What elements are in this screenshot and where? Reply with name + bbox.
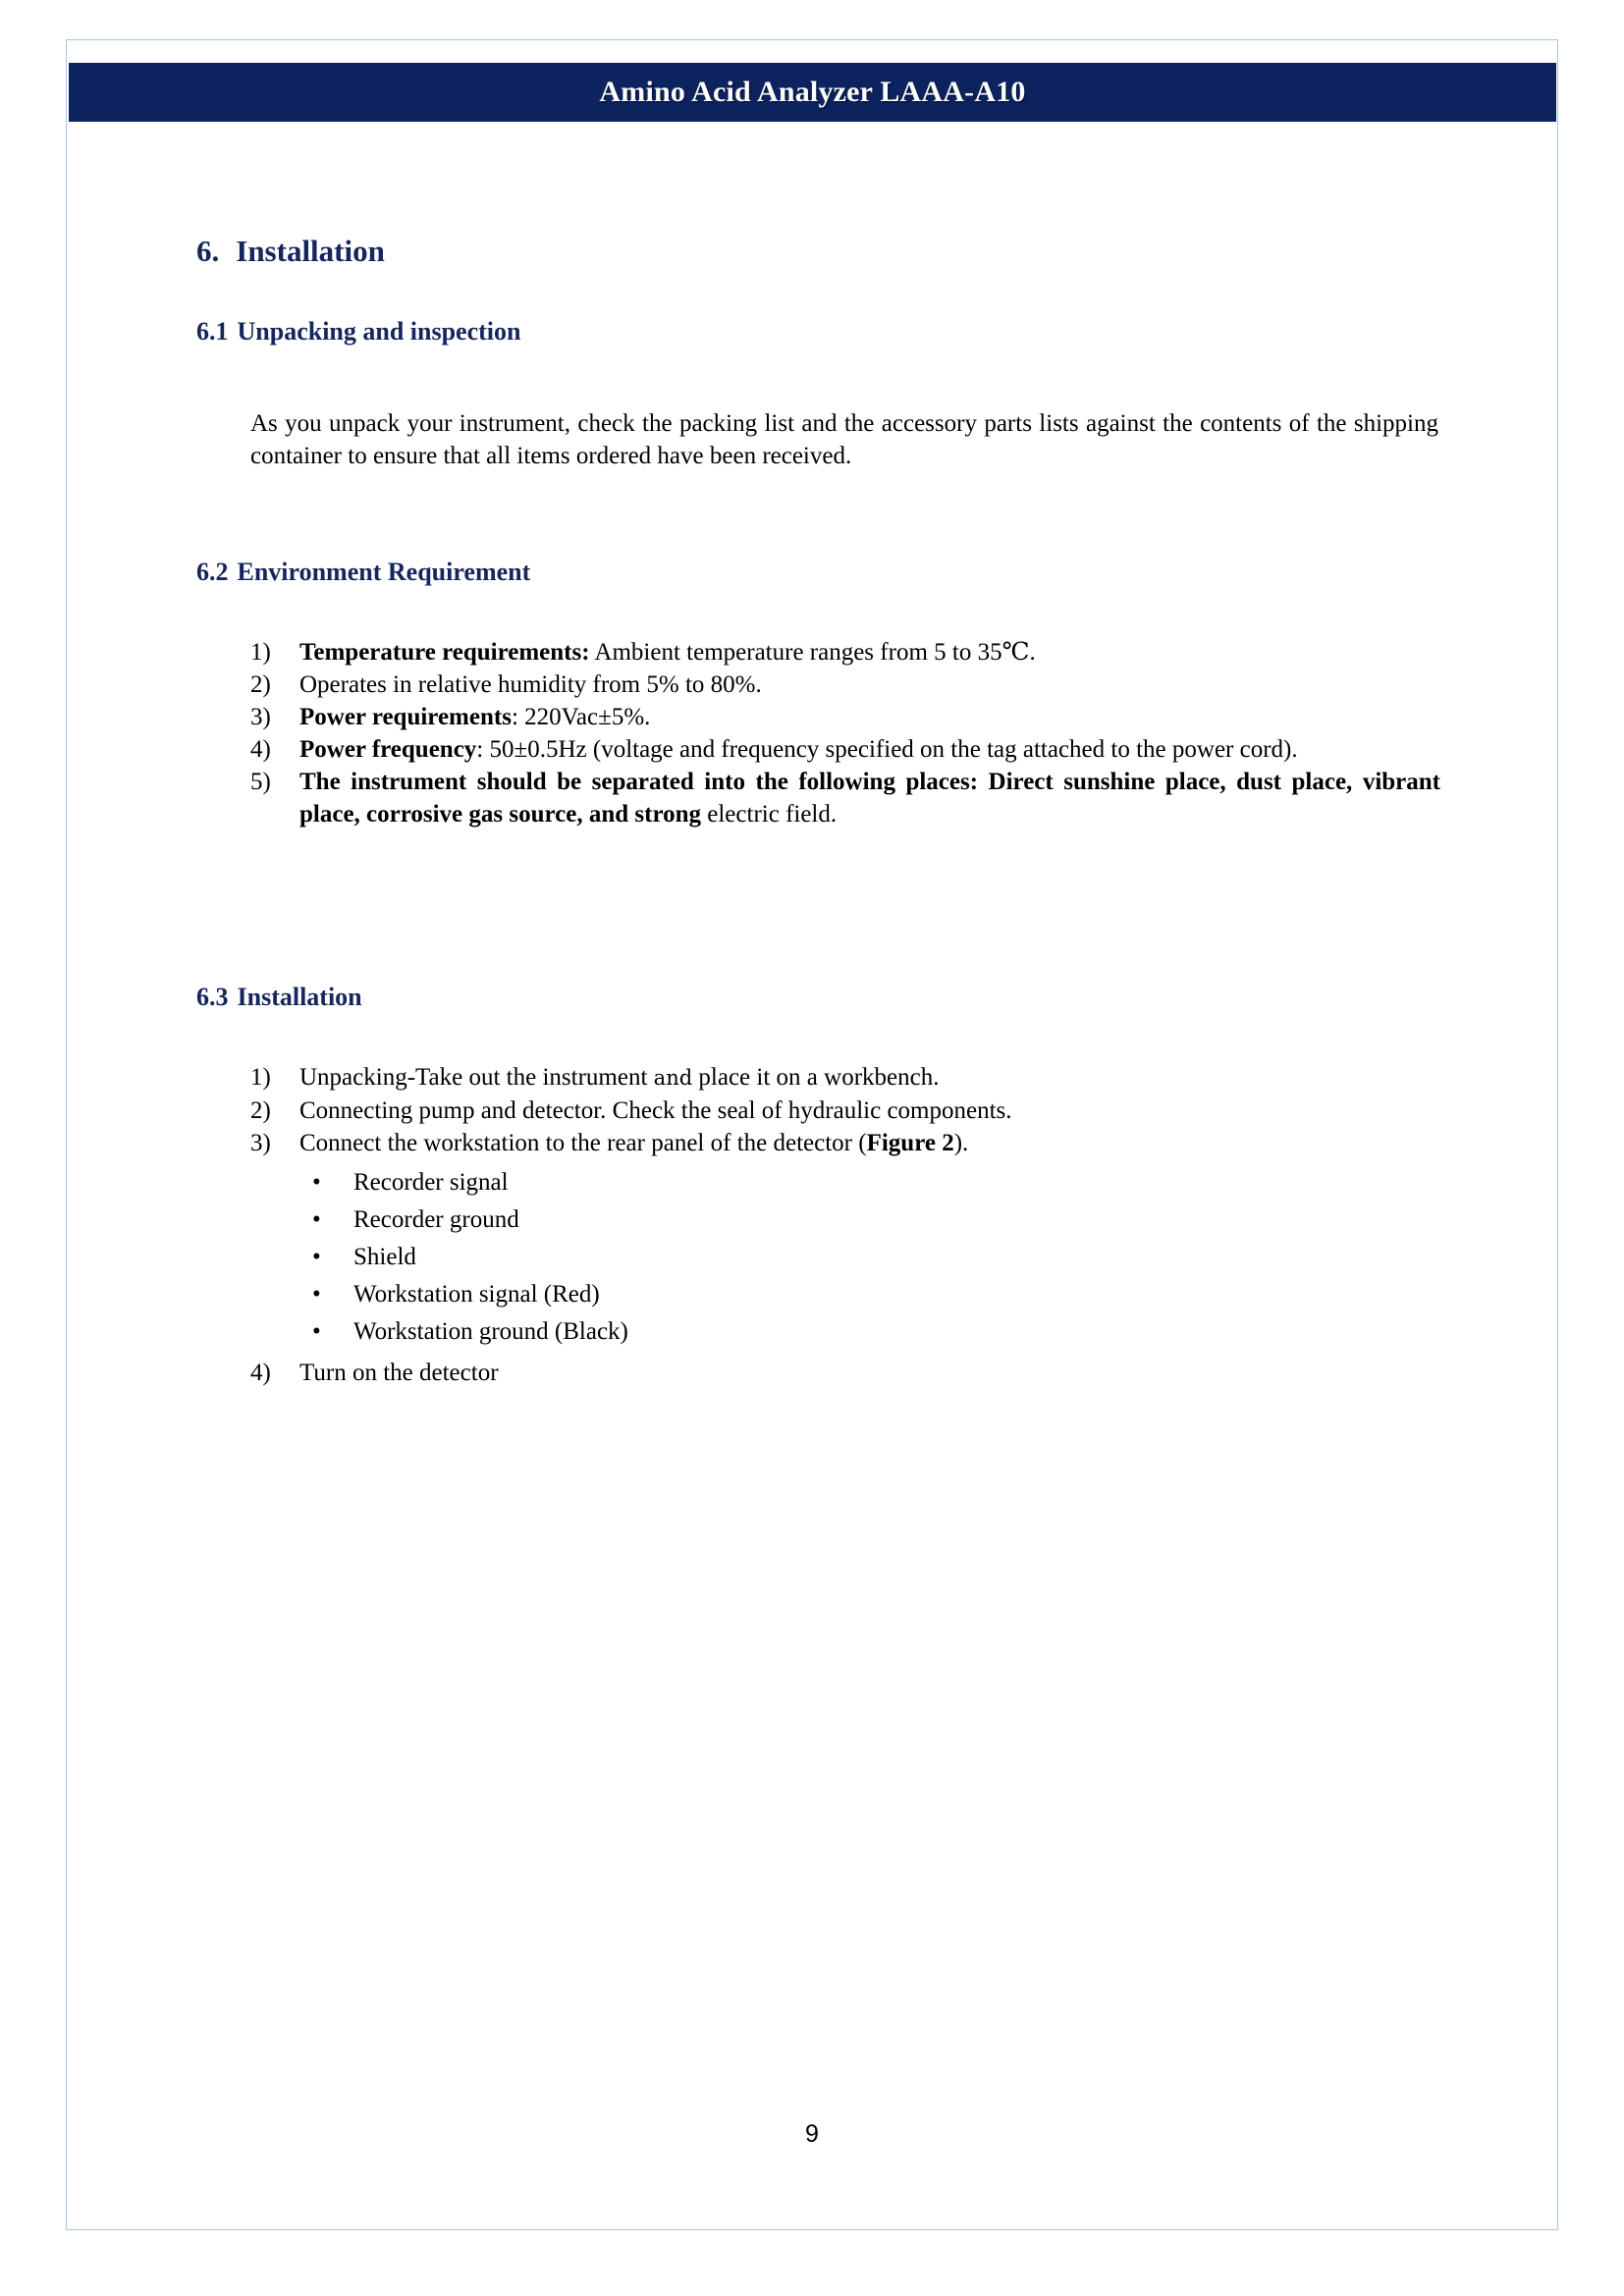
- list-item-alt-word: and: [653, 1066, 693, 1090]
- document-title: Amino Acid Analyzer LAAA-A10: [599, 76, 1026, 108]
- list-item: [311, 1201, 1195, 1239]
- heading-6-2-environment: [196, 558, 530, 587]
- list-marker: 5): [250, 769, 271, 795]
- bullet-item-label: Workstation ground (Black): [353, 1318, 628, 1345]
- heading-6-1-number: 6.1: [196, 317, 229, 346]
- unpacking-paragraph: As you unpack your instrument, check the packing list and the accessory parts lists against the contents of the shipping container to ensure that all items ordered have been received.: [250, 410, 1438, 469]
- list-item: [250, 668, 1440, 701]
- list-marker: 3): [250, 1130, 271, 1156]
- list-item-text: Operates in relative humidity from 5% to 80%.: [299, 671, 762, 698]
- list-item-text: Unpacking-Take out the instrument: [299, 1064, 654, 1091]
- list-item-bold-lead: Power requirements: [299, 704, 512, 730]
- list-marker: 4): [250, 1360, 271, 1386]
- list-item-text: Connect the workstation to the rear panel of the detector (: [299, 1130, 867, 1156]
- list-item-bold-lead: The instrument should be separated into the following places: Direct sunshine place, dust place, vibrant place, corrosive gas source, and strong: [299, 769, 1440, 828]
- connection-bullet-list: [311, 1164, 1195, 1351]
- list-item: [250, 766, 1440, 830]
- heading-6-title: Installation: [236, 234, 385, 268]
- list-item-text: : 220Vac±5%.: [511, 704, 651, 730]
- list-item: [250, 733, 1440, 766]
- list-marker: 1): [250, 639, 271, 666]
- list-item: [311, 1164, 1195, 1201]
- list-item-text: Turn on the detector: [299, 1360, 499, 1386]
- list-item: [311, 1239, 1195, 1276]
- list-marker: 2): [250, 1097, 271, 1124]
- heading-6-3-number: 6.3: [196, 983, 229, 1011]
- list-item-text-tail: place it on a workbench.: [692, 1064, 940, 1091]
- heading-6-1-title: Unpacking and inspection: [237, 317, 521, 346]
- bullet-item-label: Workstation signal (Red): [353, 1281, 600, 1308]
- list-item: [250, 1127, 1440, 1159]
- heading-6-installation: [196, 234, 385, 269]
- list-item-text: Ambient temperature ranges from 5 to 35℃.: [589, 639, 1036, 666]
- heading-6-2-title: Environment Requirement: [237, 558, 531, 586]
- list-item-text-tail: ).: [953, 1130, 969, 1156]
- list-marker: 3): [250, 704, 271, 730]
- bullet-item-label: Recorder signal: [353, 1169, 509, 1196]
- list-item-text: electric field.: [701, 801, 838, 828]
- bullet-item-label: Shield: [353, 1244, 416, 1270]
- list-marker: 4): [250, 736, 271, 763]
- installation-steps-list-part2: [250, 1357, 1440, 1389]
- page-number: 9: [805, 2120, 819, 2148]
- list-item: [311, 1276, 1195, 1313]
- heading-6-3-installation: [196, 983, 362, 1012]
- document-running-header: [69, 63, 1556, 122]
- list-item: [311, 1313, 1195, 1351]
- list-item-text: Connecting pump and detector. Check the seal of hydraulic components.: [299, 1097, 1012, 1124]
- bullet-icon: •: [312, 1244, 321, 1270]
- bullet-icon: •: [312, 1281, 321, 1308]
- list-item: [250, 701, 1440, 733]
- heading-6-number: 6.: [196, 234, 220, 268]
- installation-steps-list-part1: [250, 1061, 1440, 1159]
- list-item-bold-lead: Temperature requirements:: [299, 639, 590, 666]
- list-marker: 2): [250, 671, 271, 698]
- list-item: [250, 1357, 1440, 1389]
- bullet-item-label: Recorder ground: [353, 1206, 519, 1233]
- heading-6-1-unpacking: [196, 317, 520, 347]
- environment-requirement-list: [250, 636, 1440, 830]
- heading-6-2-number: 6.2: [196, 558, 229, 586]
- list-item-text: : 50±0.5Hz (voltage and frequency specified on the tag attached to the power cord).: [476, 736, 1298, 763]
- list-item: [250, 1061, 1440, 1095]
- bullet-icon: •: [312, 1318, 321, 1345]
- heading-6-3-title: Installation: [237, 983, 362, 1011]
- list-marker: 1): [250, 1064, 271, 1091]
- list-item: [250, 1095, 1440, 1127]
- bullet-icon: •: [312, 1206, 321, 1233]
- list-item: [250, 636, 1440, 668]
- list-item-bold-lead: Power frequency: [299, 736, 477, 763]
- bullet-icon: •: [312, 1169, 321, 1196]
- figure-reference: Figure 2: [866, 1130, 954, 1156]
